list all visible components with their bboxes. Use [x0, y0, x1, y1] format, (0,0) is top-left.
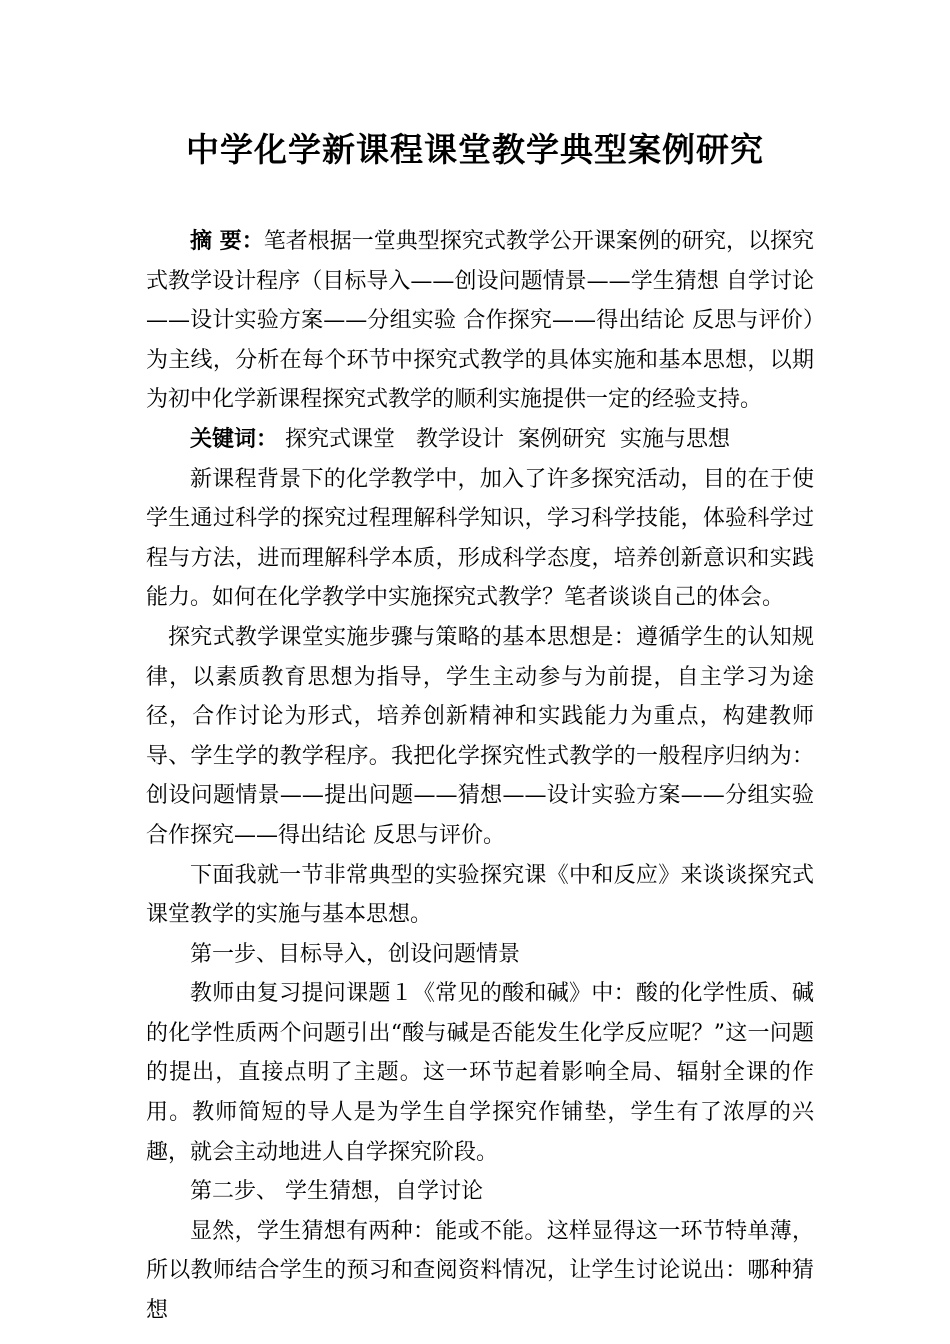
section-heading: 第二步、 学生猜想，自学讨论 — [190, 1179, 483, 1205]
document-title: 中学化学新课程课堂教学典型案例研究 — [186, 130, 764, 169]
body-paragraph: 探究式教学课堂实施步骤与策略的基本思想是：遵循学生的认知规律，以素质教育思想为指导，学生主动参与为前提，自主学习为途径，合作讨论为形式，培养创新精神和实践能力为重点，构建教师导、学生学的教学程序。我把化学探究性式教学的一般程序归纳为：创设问题情景——提出问题——猜想——设计实验方案——分组实验 合作探究——得出结论 反思与评价。 — [146, 624, 814, 848]
abstract-label: 摘 要： — [190, 228, 264, 254]
body-paragraph: 显然，学生猜想有两种：能或不能。这样显得这一环节特单薄，所以教师结合学生的预习和查阅资料情况，让学生讨论说出：哪种猜想 — [146, 1218, 814, 1324]
body-paragraph: 教师由复习提问课题１《常见的酸和碱》中：酸的化学性质、碱的化学性质两个问题引出“酸与碱是否能发生化学反应呢？”这一问题的提出，直接点明了主题。这一环节起着影响全局、辐射全课的作用。教师简短的导人是为学生自学探究作铺垫，学生有了浓厚的兴趣，就会主动地进人自学探究阶段。 — [146, 981, 814, 1165]
body-paragraph: 下面我就一节非常典型的实验探究课《中和反应》来谈谈探究式课堂教学的实施与基本思想。 — [146, 862, 814, 928]
abstract-text: 笔者根据一堂典型探究式教学公开课案例的研究，以探究式教学设计程序（目标导入——创设问题情景——学生猜想 自学讨论——设计实验方案——分组实验 合作探究——得出结论 反思与评价）为主线，分析在每个环节中探究式教学的具体实施和基本思想，以期为初中化学新课程探究式教学的顺利实施提供一定的经验支持。 — [146, 229, 814, 413]
section-heading: 第一步、目标导入，创设问题情景 — [190, 941, 521, 967]
body-paragraph: 新课程背景下的化学教学中，加入了许多探究活动，目的在于使学生通过科学的探究过程理解科学知识，学习科学技能，体验科学过程与方法，进而理解科学本质，形成科学态度，培养创新意识和实践能力。如何在化学教学中实施探究式教学？笔者谈谈自己的体会。 — [146, 466, 814, 611]
keywords-paragraph — [146, 420, 814, 460]
abstract-paragraph — [146, 222, 814, 420]
document-body — [146, 222, 814, 1331]
keywords-text: 探究式课堂 教学设计 案例研究 实施与思想 — [278, 426, 730, 452]
keywords-label: 关键词： — [190, 425, 279, 452]
